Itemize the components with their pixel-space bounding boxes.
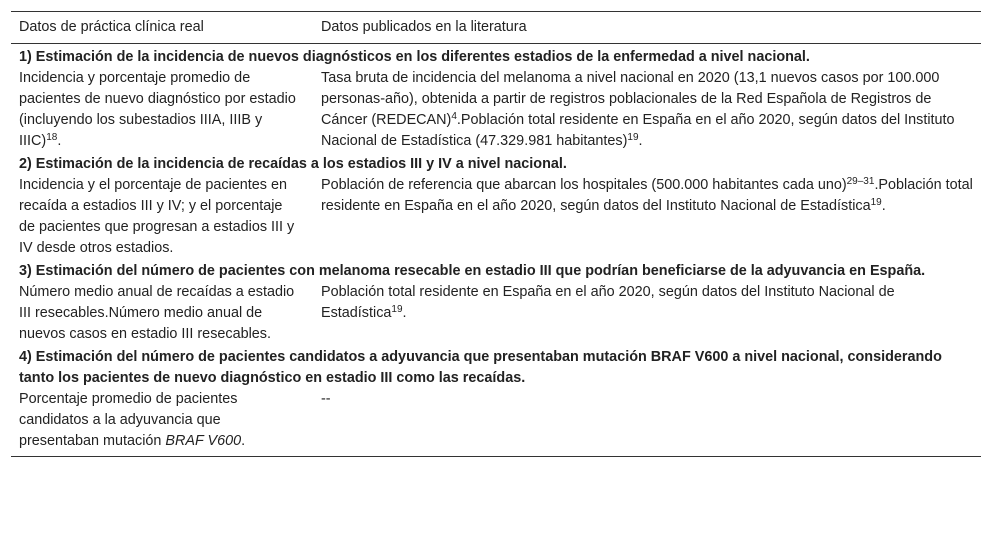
period: . <box>241 433 246 449</box>
reference-sup: 18 <box>46 132 58 143</box>
table-row <box>11 282 981 347</box>
literature-cell <box>313 282 981 347</box>
period: . <box>881 198 886 214</box>
literature-text: Población de referencia que abarcan los hospitales (500.000 habitantes cada uno) <box>321 177 847 193</box>
data-table <box>11 11 981 457</box>
real-practice-text: Porcentaje promedio de pacientes candidatos a la adyuvancia que presentaban mutación <box>19 391 238 449</box>
section-row <box>11 154 981 175</box>
table-row <box>11 175 981 261</box>
section-row <box>11 347 981 389</box>
literature-cell: -- <box>321 391 331 407</box>
real-practice-cell: Incidencia y el porcentaje de pacientes en recaída a estadios III y IV; y el porcentaje de pacientes que progresan a estadios III y IV desde otros estadios. <box>19 177 295 256</box>
header-real-practice: Datos de práctica clínica real <box>19 19 204 35</box>
section-title-1: 1) Estimación de la incidencia de nuevos diagnósticos en los diferentes estadios de la enfermedad a nivel nacional. <box>19 49 810 65</box>
literature-cell <box>313 175 981 261</box>
table-row <box>11 68 981 154</box>
table-header-row <box>11 12 981 44</box>
reference-sup: 4 <box>451 111 457 122</box>
reference-sup: 19 <box>627 132 639 143</box>
literature-cell <box>313 68 981 154</box>
real-practice-cell <box>11 389 313 457</box>
reference-sup: 29–31 <box>846 176 875 187</box>
gene-italic: BRAF V600 <box>165 433 242 449</box>
section-title-3: 3) Estimación del número de pacientes con melanoma resecable en estadio III que podrían beneficiarse de la adyuvancia en España. <box>19 263 926 279</box>
section-title-4: 4) Estimación del número de pacientes candidatos a adyuvancia que presentaban mutación BRAF V600 a nivel nacional, considerando tanto los pacientes de nuevo diagnóstico en estadio III como las recaídas. <box>19 349 942 386</box>
real-practice-text: Incidencia y porcentaje promedio de pacientes de nuevo diagnóstico por estadio (incluyendo los subestadios IIIA, IIIB y IIIC) <box>19 70 296 149</box>
table-row <box>11 389 981 457</box>
section-row <box>11 44 981 69</box>
reference-sup: 19 <box>870 197 882 208</box>
period: . <box>402 305 407 321</box>
literature-text: Población total residente en España en el año 2020, según datos del Instituto Nacional de Estadística <box>321 284 895 321</box>
header-literature: Datos publicados en la literatura <box>321 19 527 35</box>
literature-text: Tasa bruta de incidencia del melanoma a nivel nacional en 2020 (13,1 nuevos casos por 100.000 personas-año), obtenida a partir de registros poblacionales de la Red Española de Registros de Cáncer (REDECAN) <box>321 70 940 128</box>
literature-text: .Población total residente en España en el año 2020, según datos del Instituto Nacional de Estadística (47.329.981 habitantes) <box>321 112 955 149</box>
section-row <box>11 261 981 282</box>
reference-sup: 19 <box>391 304 403 315</box>
real-practice-cell: Número medio anual de recaídas a estadio III resecables.Número medio anual de nuevos casos en estadio III resecables. <box>19 284 295 342</box>
real-practice-cell <box>11 68 313 154</box>
period: . <box>57 133 62 149</box>
literature-text: .Población total residente en España en el año 2020, según datos del Instituto Nacional de Estadística <box>321 177 973 214</box>
section-title-2: 2) Estimación de la incidencia de recaídas a los estadios III y IV a nivel nacional. <box>19 156 567 172</box>
period: . <box>638 133 643 149</box>
